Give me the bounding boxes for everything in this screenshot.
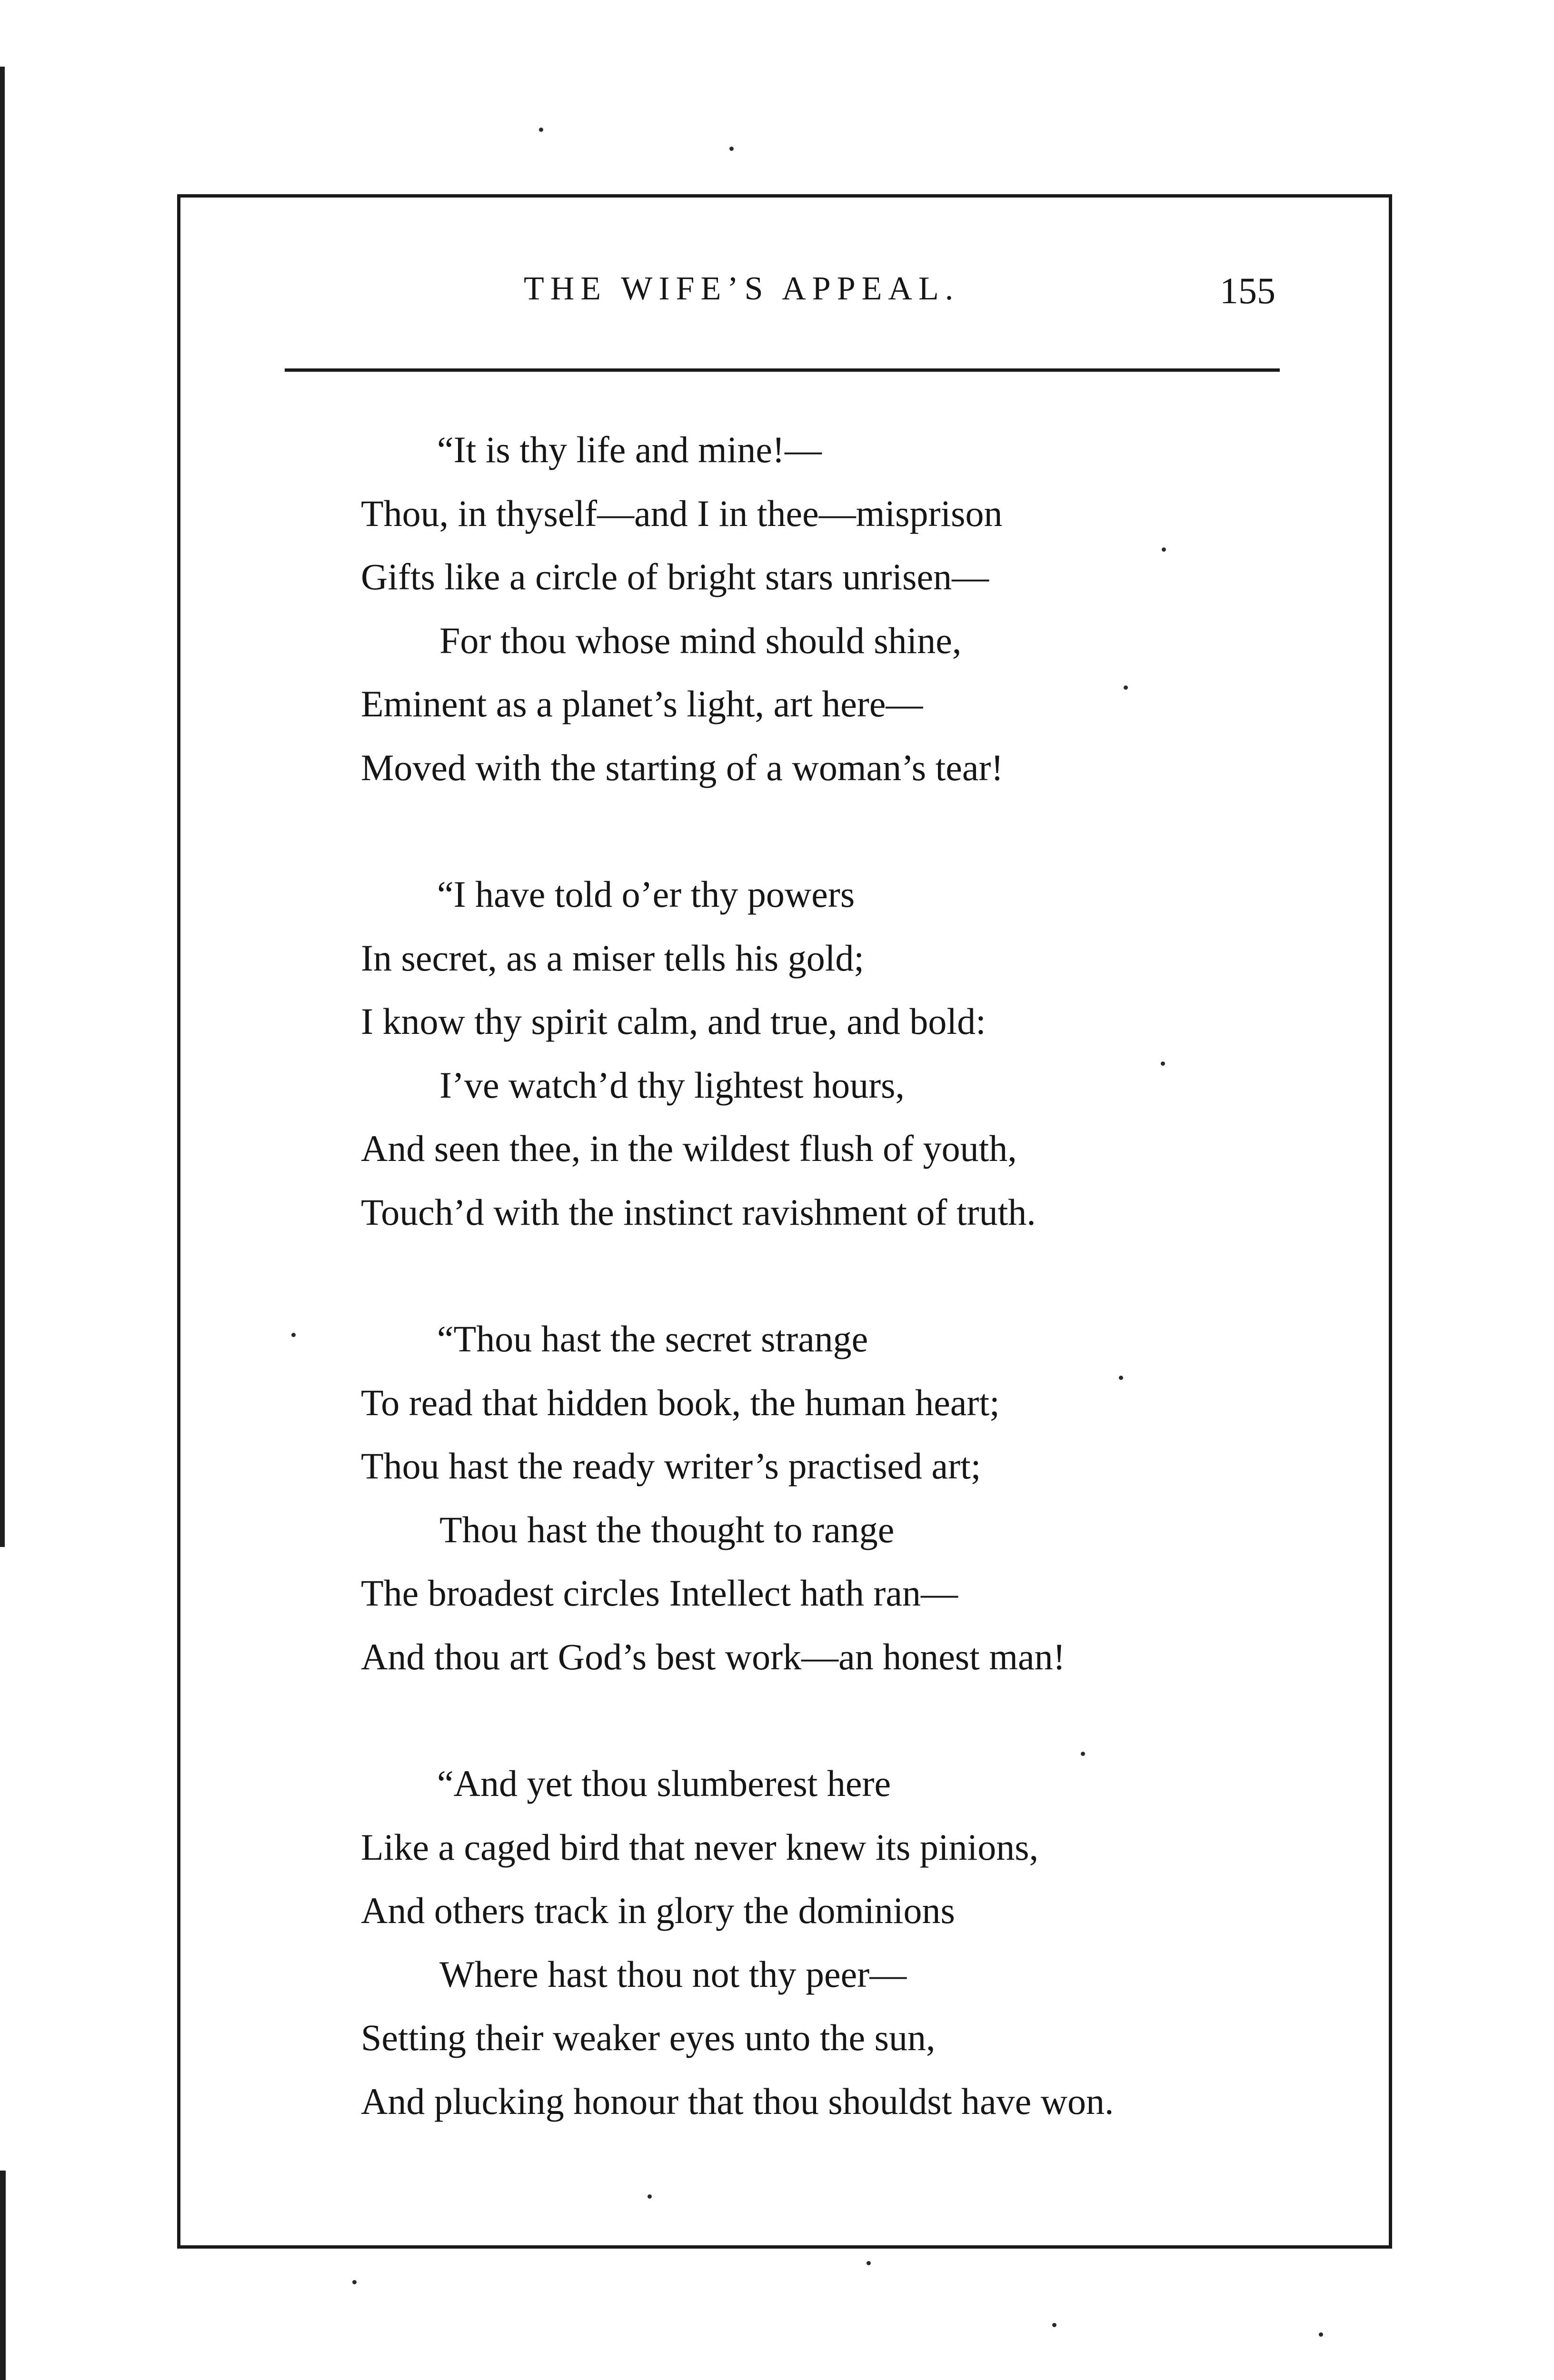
scan-speck — [539, 128, 543, 132]
poem-line: I know thy spirit calm, and true, and bold: — [361, 1001, 986, 1042]
poem-line: To read that hidden book, the human heart; — [361, 1381, 1000, 1423]
running-head: THE WIFE’S APPEAL. — [524, 270, 960, 307]
poem-line: Where hast thou not thy peer— — [439, 1953, 907, 1995]
book-spine-shadow — [0, 67, 5, 1547]
poem-line: And seen thee, in the wildest flush of youth, — [361, 1128, 1017, 1169]
poem-line: “Thou hast the secret strange — [437, 1318, 868, 1359]
poem-line: “I have told o’er thy powers — [437, 873, 855, 915]
poem-line: Like a caged bird that never knew its pinions, — [361, 1826, 1039, 1868]
poem-line: Touch’d with the instinct ravishment of truth. — [361, 1191, 1036, 1233]
stanza — [361, 1752, 1361, 2133]
poem — [361, 418, 1361, 2196]
scan-speck — [1119, 1376, 1123, 1380]
poem-line: Eminent as a planet’s light, art here— — [361, 683, 923, 724]
book-spine-shadow-lower — [0, 2171, 6, 2380]
scan-speck — [1052, 2323, 1056, 2327]
header-rule — [285, 368, 1280, 372]
page-number: 155 — [1220, 270, 1275, 311]
scan-speck — [729, 147, 734, 151]
scan-speck — [1319, 2332, 1323, 2337]
scan-speck — [867, 2261, 871, 2265]
poem-line: “It is thy life and mine!— — [437, 429, 822, 470]
scan-speck — [1081, 1752, 1085, 1756]
scan-speck — [1162, 547, 1166, 552]
poem-line: In secret, as a miser tells his gold; — [361, 937, 865, 979]
poem-line: “And yet thou slumberest here — [437, 1763, 891, 1804]
stanza — [361, 1307, 1361, 1688]
poem-line: Moved with the starting of a woman’s tear! — [361, 746, 1004, 788]
stanza — [361, 863, 1361, 1244]
scan-speck — [648, 2194, 652, 2199]
poem-line: And thou art God’s best work—an honest man! — [361, 1636, 1066, 1677]
poem-line: Thou, in thyself—and I in thee—misprison — [361, 492, 1003, 534]
scan-speck — [1124, 685, 1128, 690]
scan-speck — [291, 1333, 296, 1337]
poem-line: And plucking honour that thou shouldst have won. — [361, 2080, 1114, 2122]
poem-line: Thou hast the ready writer’s practised art; — [361, 1445, 981, 1487]
scan-speck — [1161, 1061, 1165, 1066]
poem-line: Gifts like a circle of bright stars unrisen— — [361, 556, 989, 597]
poem-line: And others track in glory the dominions — [361, 1890, 955, 1931]
poem-line: I’ve watch’d thy lightest hours, — [439, 1064, 905, 1106]
poem-line: The broadest circles Intellect hath ran— — [361, 1572, 958, 1614]
poem-line: Setting their weaker eyes unto the sun, — [361, 2017, 936, 2058]
stanza — [361, 418, 1361, 799]
scan-speck — [352, 2280, 357, 2284]
poem-line: For thou whose mind should shine, — [439, 619, 962, 661]
poem-line: Thou hast the thought to range — [439, 1508, 895, 1550]
